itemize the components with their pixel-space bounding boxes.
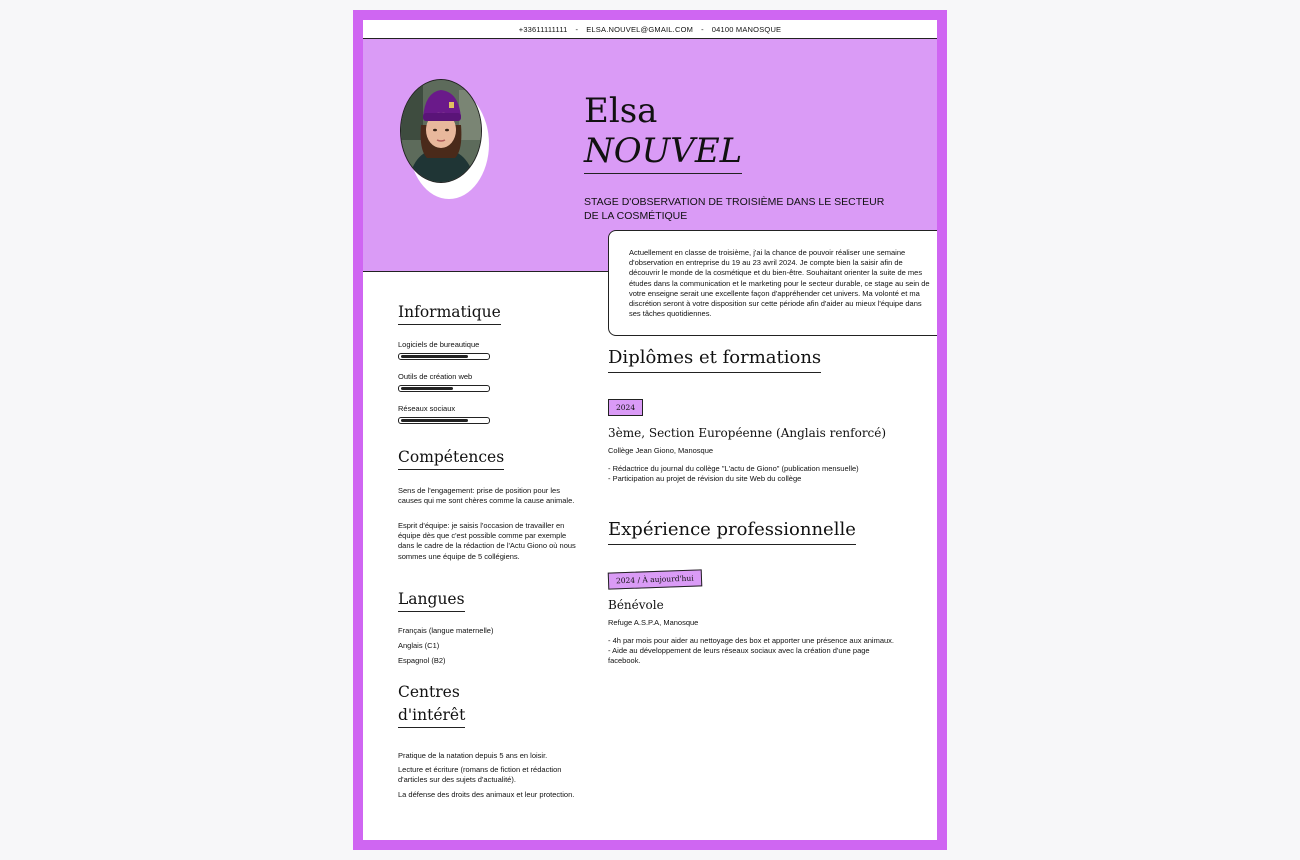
skill-level-fill [401, 355, 468, 358]
language-item: Anglais (C1) [398, 641, 440, 650]
skill-level-bar [398, 353, 490, 360]
resume-page [363, 20, 937, 840]
list-item: - Aide au développement de leurs réseaux sociaux avec la création d'une page facebook. [608, 646, 870, 665]
date-badge: 2024 / À aujourd'hui [608, 569, 702, 589]
section-title-experience: Expérience professionnelle [608, 518, 856, 545]
skill-level-fill [401, 419, 468, 422]
list-item: - Participation au projet de révision du site Web du collège [608, 474, 802, 483]
section-title-langues: Langues [398, 589, 465, 612]
summary-box [608, 230, 937, 336]
skill-label: Réseaux sociaux [398, 404, 456, 413]
interest-paragraph: Pratique de la natation depuis 5 ans en loisir. [398, 751, 548, 760]
section-title-line: d'intérêt [398, 702, 465, 728]
section-title-line: Centres [398, 683, 460, 701]
competence-paragraph: Sens de l'engagement: prise de position pour les causes qui me sont chères comme la cause animale. [398, 486, 575, 506]
date-badge: 2024 [608, 399, 643, 416]
language-item: Français (langue maternelle) [398, 626, 494, 635]
contact-email: ELSA.NOUVEL@GMAIL.COM [586, 24, 694, 34]
education-details [608, 464, 908, 484]
experience-details [608, 636, 898, 666]
contact-location: 04100 MANOSQUE [711, 24, 782, 34]
experience-organization: Refuge A.S.P.A, Manosque [608, 618, 699, 627]
language-item: Espagnol (B2) [398, 656, 446, 665]
education-title: 3ème, Section Européenne (Anglais renforcé) [608, 426, 887, 440]
job-title-line: STAGE D'OBSERVATION DE TROISIÈME DANS LE SECTEUR [584, 196, 885, 208]
list-item: - 4h par mois pour aider au nettoyage des box et apporter une présence aux animaux. [608, 636, 895, 645]
profile-photo [400, 79, 482, 183]
section-title-diplomes: Diplômes et formations [608, 346, 821, 373]
contact-separator: - [701, 24, 704, 34]
contact-separator: - [575, 24, 579, 34]
skill-level-bar [398, 417, 490, 424]
skill-level-fill [401, 387, 453, 390]
last-name: NOUVEL [584, 131, 742, 174]
job-title [584, 195, 904, 223]
interest-paragraph: Lecture et écriture (romans de fiction et rédaction d'articles sur des sujets d'actualité). [398, 765, 562, 785]
competence-paragraph: Esprit d'équipe: je saisis l'occasion de travailler en équipe dès que c'est possible comme par exemple dans le cadre de la rédaction de l'Actu Giono où nous sommes une équipe de 5 collégiens. [398, 521, 576, 561]
section-title-interets [398, 682, 465, 728]
experience-title: Bénévole [608, 598, 664, 612]
resume-frame [353, 10, 947, 850]
job-title-line: DE LA COSMÉTIQUE [584, 210, 688, 222]
contact-phone: +33611111111 [518, 24, 568, 34]
summary-text: Actuellement en classe de troisième, j'ai la chance de pouvoir réaliser une semaine d'observation en entreprise du 19 au 23 avril 2024. Je compte bien la saisir afin de découvrir le monde de la cosmétique et du bien-être. Souhaitant orienter la suite de mes études dans la communication et le marketing pour le secteur durable, ce stage au sein de votre enseigne serait une excellente façon d'appréhender cet univers. Ma volonté et ma discrétion seront à votre disposition sur cette période afin d'aider au mieux l'équipe dans ses tâches quotidiennes. [629, 248, 930, 319]
education-school: Collège Jean Giono, Manosque [608, 446, 714, 455]
interest-paragraph: La défense des droits des animaux et leur protection. [398, 790, 575, 799]
section-title-informatique: Informatique [398, 302, 501, 325]
profile-photo-illustration [401, 80, 481, 182]
skill-level-bar [398, 385, 490, 392]
contact-bar [363, 20, 937, 39]
list-item: - Rédactrice du journal du collège "L'actu de Giono" (publication mensuelle) [608, 464, 859, 473]
section-title-competences: Compétences [398, 447, 504, 470]
skill-label: Outils de création web [398, 372, 473, 381]
skill-label: Logiciels de bureautique [398, 340, 480, 349]
first-name: Elsa [584, 91, 658, 131]
